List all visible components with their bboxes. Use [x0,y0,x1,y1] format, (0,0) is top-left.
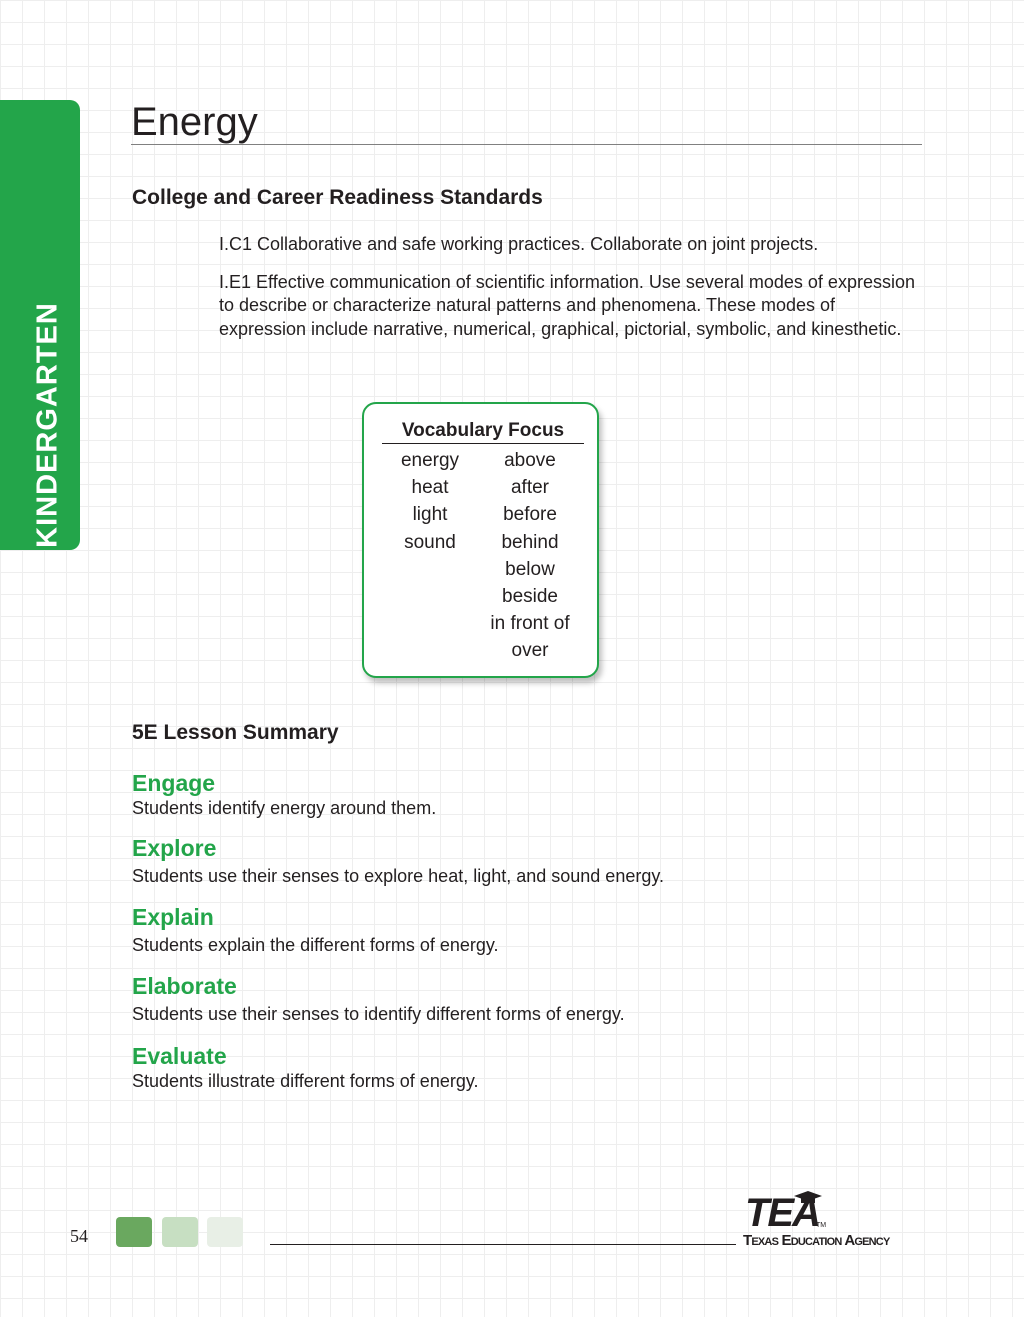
phase-evaluate [132,1042,479,1092]
phase-name: Elaborate [132,973,237,999]
vocabulary-word: behind [501,531,559,553]
phase-name: Explain [132,904,214,930]
standard-item: I.C1 Collaborative and safe working practices. Collaborate on joint projects. [219,234,819,254]
vocabulary-word: sound [404,531,456,553]
vocabulary-word: energy [400,450,460,471]
phase-description: Students use their senses to identify different forms of energy. [132,1004,625,1024]
vocabulary-column-2 [480,447,580,665]
standard-item: I.E1 Effective communication of scientific information. Use several modes of expression to describe or characterize natural patterns and phenomena. These modes of expression include narrative, numerical, graphical, pictorial, symbolic, and kinesthetic. [219,271,915,339]
vocabulary-word: beside [502,585,558,607]
footer-divider [270,1244,736,1245]
phase-explore [132,834,664,887]
standards-heading: College and Career Readiness Standards [132,186,543,209]
phase-engage [132,769,436,819]
footer-square-light [207,1217,243,1247]
title-divider [131,144,922,145]
footer-square-dark [116,1217,152,1247]
vocabulary-word: below [505,558,555,580]
grade-level-label: KINDERGARTEN [31,302,64,548]
phase-name: Explore [132,835,217,861]
phase-name: Evaluate [132,1043,227,1069]
phase-description: Students use their senses to explore heat, light, and sound energy. [132,866,665,886]
vocabulary-focus-box [362,402,599,678]
phase-elaborate [132,972,625,1025]
vocabulary-word: after [510,477,550,499]
grade-level-tab [0,100,80,550]
vocabulary-word: before [503,504,557,526]
phase-description: Students identify energy around them. [132,798,437,818]
phase-name: Engage [132,770,216,796]
tea-logo-mark: TEA [745,1191,819,1235]
vocabulary-word: in front of [490,613,570,635]
page-title: Energy [131,100,258,144]
vocabulary-word: heat [411,477,449,499]
vocabulary-word: over [511,640,549,662]
vocabulary-word: light [412,504,448,526]
lesson-summary-heading: 5E Lesson Summary [132,721,339,744]
phase-description: Students illustrate different forms of energy. [132,1071,479,1091]
phase-description: Students explain the different forms of energy. [132,935,499,955]
standards-list [219,233,919,355]
trademark-symbol: TM [816,1222,827,1229]
vocabulary-column-1 [380,447,480,556]
phase-explain [132,903,499,956]
page-number: 54 [70,1226,88,1246]
footer-square-medium [162,1217,198,1247]
vocabulary-title: Vocabulary Focus [382,420,584,444]
tea-logo-text: Texas Education Agency [743,1232,890,1249]
vocabulary-word: above [504,450,556,471]
